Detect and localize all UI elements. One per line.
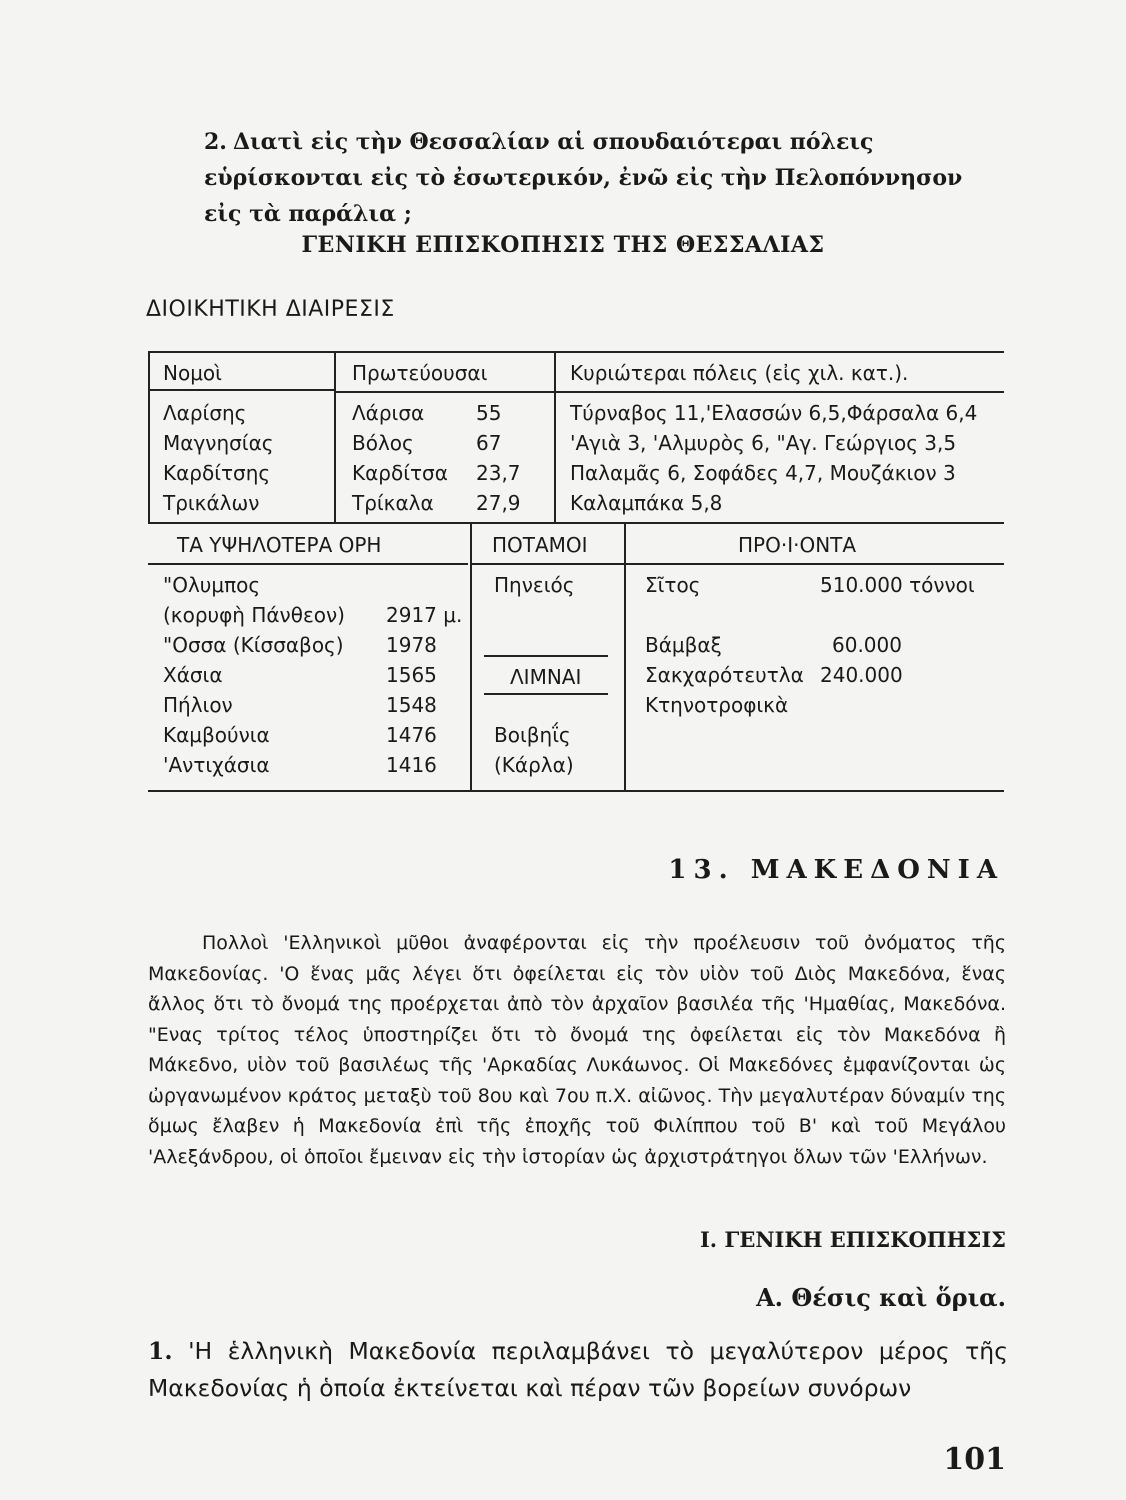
- mountain-name: (κορυφὴ Πάνθεον): [163, 603, 345, 627]
- cities-column: [570, 398, 977, 518]
- lakes-rule: [484, 655, 608, 657]
- final-paragraph: [148, 1333, 1008, 1407]
- nomos-column: [163, 398, 274, 518]
- lake-alt-name: (Κάρλα): [494, 753, 574, 777]
- table-cell: Τρίκαλα: [352, 491, 434, 515]
- table-rule: [626, 563, 1004, 565]
- table-rule: [624, 522, 626, 790]
- capital-column: [352, 398, 448, 518]
- mountain-height: 1978: [386, 633, 437, 657]
- mountain-height: [386, 570, 462, 600]
- table-rule: [470, 563, 624, 565]
- product-name: Σακχαρότευτλα: [645, 663, 804, 687]
- product-name: Βάμβαξ: [645, 633, 722, 657]
- table-cell: Παλαμᾶς 6, Σοφάδες 4,7, Μουζάκιον 3: [570, 461, 956, 485]
- mountain-height: 1416: [386, 753, 437, 777]
- lakes-header: ΛΙΜΝΑΙ: [510, 665, 582, 689]
- lakes-rule: [484, 693, 608, 695]
- table-cell: 23,7: [476, 461, 521, 485]
- river-name: Πηνειός: [494, 573, 575, 597]
- table-cell: 55: [476, 401, 502, 425]
- table-rule: [148, 790, 1004, 792]
- header-cities: Κυριώτεραι πόλεις (εἰς χιλ. κατ.).: [570, 361, 909, 385]
- mountain-name: "Οσσα (Κίσσαβος): [163, 633, 344, 657]
- table-cell: Καρδίτσης: [163, 461, 271, 485]
- paragraph-text: Πολλοὶ 'Ελληνικοὶ μῦθοι ἀναφέρονται εἰς τὴν προέλευσιν τοῦ ὀνόματος τῆς Μακεδονίας. 'Ο ἕνας μᾶς λέγει ὅτι ὀφείλεται εἰς τὸν υἱὸν τοῦ Διὸς Μακεδόνα, ἕνας ἄλλος ὅτι τὸ ὄνομά της προέρχεται ἀπὸ τὸν ἀρχαῖον βασιλέα τῆς 'Ημαθίας, Μακεδόνα. "Ενας τρίτος τέλος ὑποστηρίζει ὅτι τὸ ὄνομά της ὀφείλεται εἰς τὸν Μακεδόνα ἢ Μάκεδνο, υἱὸν τοῦ βασιλέως τῆς 'Αρκαδίας Λυκάωνος. Οἱ Μακεδόνες ἐμφανίζονται ὡς ὠργανωμένον κράτος μεταξὺ τοῦ 8ου καὶ 7ου π.Χ. αἰῶνος. Τὴν μεγαλυτέραν δύναμίν της ὅμως ἔλαβεν ἡ Μακεδονία ἐπὶ τῆς ἐποχῆς τοῦ Φιλίππου τοῦ Β' καὶ τοῦ Μεγάλου 'Αλεξάνδρου, οἱ ὁποῖοι ἔμειναν εἰς τὴν ἱστορίαν ὡς ἀρχιστράτηγοι ὅλων τῶν 'Ελλήνων.: [148, 932, 1006, 1168]
- table-rule: [148, 563, 468, 565]
- product-value: 510.000 τόννοι: [820, 573, 975, 597]
- page-number: 101: [943, 1442, 1006, 1477]
- header-mountains: ΤΑ ΥΨΗΛΟΤΕΡΑ ΟΡΗ: [177, 533, 382, 557]
- mountain-name: Καμβούνια: [163, 723, 270, 747]
- product-name: Σῖτος: [645, 573, 701, 597]
- general-overview-heading: Ι. ΓΕΝΙΚΗ ΕΠΙΣΚΟΠΗΣΙΣ: [699, 1227, 1006, 1252]
- mountain-names: [163, 570, 345, 780]
- table-cell: 27,9: [476, 491, 521, 515]
- table-cell: Μαγνησίας: [163, 431, 274, 455]
- population-column: [476, 398, 521, 518]
- product-value: 240.000: [820, 663, 903, 687]
- paragraph-number: 1.: [148, 1337, 173, 1365]
- mountain-height: 1476: [386, 723, 437, 747]
- final-paragraph-text: 'Η ἑλληνικὴ Μακεδονία περιλαμβάνει τὸ μεγαλύτερον μέρος τῆς Μακεδονίας ἡ ὁποία ἐκτείνεται καὶ πέραν τῶν βορείων συνόρων: [148, 1337, 1008, 1402]
- product-value: 60.000: [832, 633, 902, 657]
- table-cell: Λαρίσης: [163, 401, 247, 425]
- table-rule: [336, 391, 554, 393]
- position-borders-heading: Α. Θέσις καὶ ὅρια.: [756, 1283, 1006, 1312]
- header-nomoi: Νομοὶ: [163, 361, 222, 385]
- table-rule: [334, 351, 336, 523]
- overview-title: ΓΕΝΙΚΗ ΕΠΙΣΚΟΠΗΣΙΣ ΤΗΣ ΘΕΣΣΑΛΙΑΣ: [301, 232, 825, 258]
- header-products: ΠΡΟ·Ι·ΟΝΤΑ: [738, 533, 857, 557]
- question: [204, 124, 1004, 232]
- section-title: 13. ΜΑΚΕΔΟΝΙΑ: [668, 855, 1004, 885]
- mountain-name: "Ολυμπος: [163, 573, 261, 597]
- question-text: Διατὶ εἰς τὴν Θεσσαλίαν αἱ σπουδαιότεραι πόλεις εὑρίσκονται εἰς τὸ ἐσωτερικόν, ἐνῶ εἰς τὴν Πελοπόννησον εἰς τὰ παράλια ;: [204, 129, 963, 227]
- table-rule: [148, 351, 150, 523]
- table-cell: Καλαμπάκα 5,8: [570, 491, 723, 515]
- table-cell: Καρδίτσα: [352, 461, 448, 485]
- table-rule: [148, 389, 334, 391]
- header-rivers: ΠΟΤΑΜΟΙ: [492, 533, 588, 557]
- table-cell: 67: [476, 431, 502, 455]
- mountain-height: 1548: [386, 693, 437, 717]
- mountain-height: 2917 μ.: [386, 603, 463, 627]
- table-cell: Τύρναβος 11,'Ελασσών 6,5,Φάρσαλα 6,4: [570, 401, 978, 425]
- table-rule: [556, 391, 1004, 393]
- table-rule: [470, 522, 472, 790]
- mountain-name: Πήλιον: [163, 693, 233, 717]
- mountain-name: 'Αντιχάσια: [163, 753, 270, 777]
- table-cell: Βόλος: [352, 431, 414, 455]
- question-number: 2.: [204, 129, 227, 155]
- mountain-height: 1565: [386, 663, 437, 687]
- mountain-name: Χάσια: [163, 663, 223, 687]
- product-name: Κτηνοτροφικὰ: [645, 693, 789, 717]
- lake-name: Βοιβηΐς: [494, 723, 571, 747]
- table-rule: [148, 522, 1004, 524]
- table-rule: [148, 351, 1004, 353]
- table-rule: [554, 351, 556, 523]
- admin-division-title: ΔΙΟΙΚΗΤΙΚΗ ΔΙΑΙΡΕΣΙΣ: [146, 297, 395, 322]
- mountain-heights: [386, 570, 462, 780]
- body-paragraph: [148, 928, 1006, 1172]
- table-cell: Τρικάλων: [163, 491, 260, 515]
- table-cell: 'Αγιὰ 3, 'Αλμυρὸς 6, "Αγ. Γεώργιος 3,5: [570, 431, 957, 455]
- header-capitals: Πρωτεύουσαι: [352, 361, 488, 385]
- table-cell: Λάρισα: [352, 401, 425, 425]
